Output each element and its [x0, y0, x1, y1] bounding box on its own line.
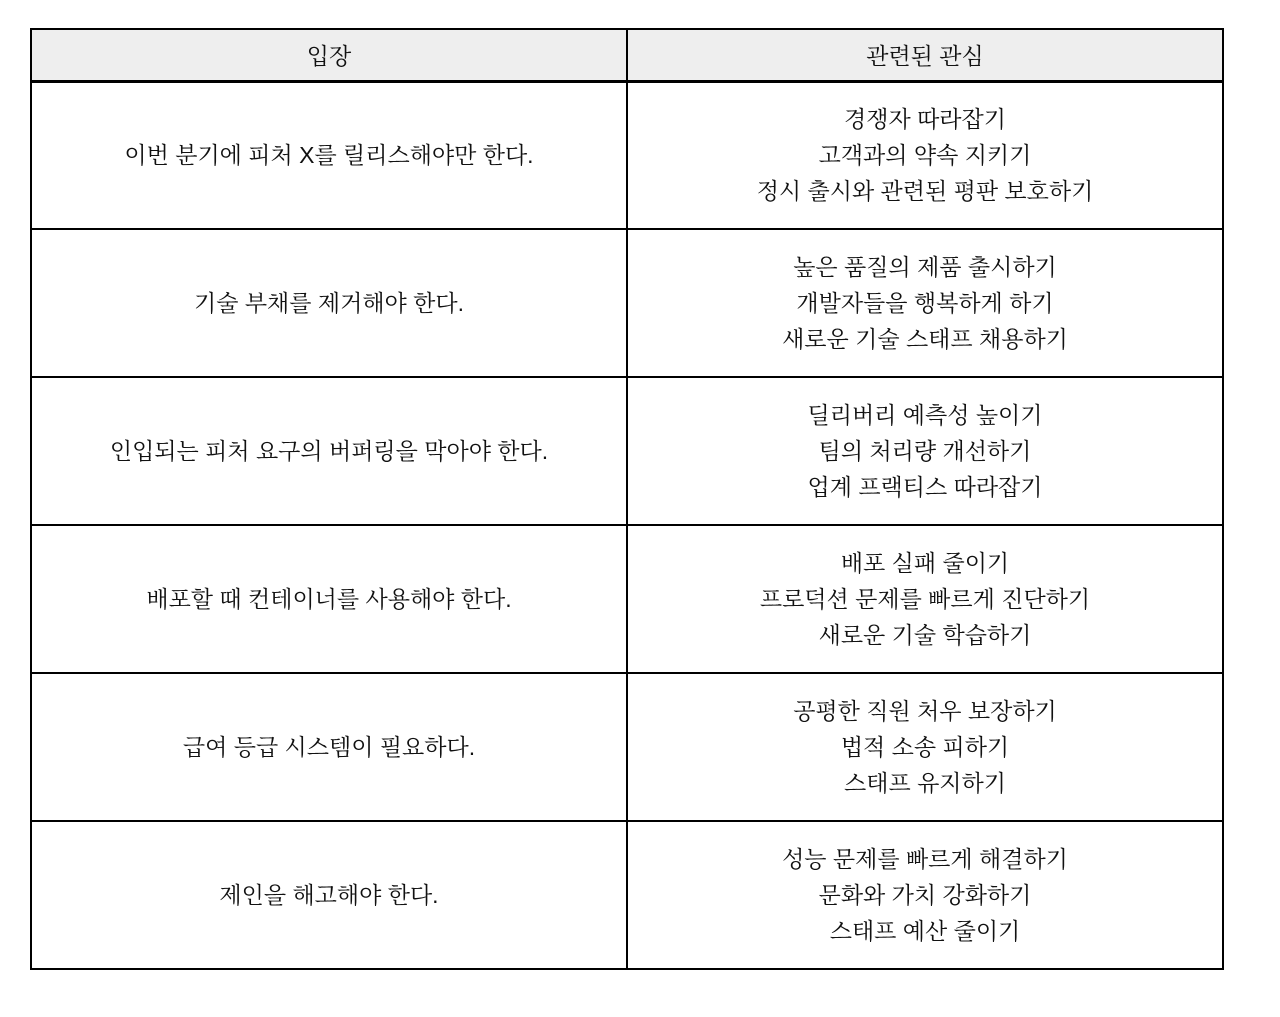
interest-line: 경쟁자 따라잡기 [844, 106, 1006, 133]
interests-cell [627, 81, 1223, 229]
table-body [31, 81, 1223, 969]
position-cell [31, 821, 627, 969]
interest-line: 높은 품질의 제품 출시하기 [793, 254, 1057, 280]
interests-cell [627, 377, 1223, 525]
interest-line: 정시 출시와 관련된 평판 보호하기 [756, 178, 1094, 205]
column-header-interests: 관련된 관심 [627, 29, 1223, 81]
interest-line: 배포 실패 줄이기 [840, 550, 1010, 576]
interest-line: 업계 프랙티스 따라잡기 [807, 474, 1043, 500]
interest-line: 새로운 기술 학습하기 [818, 622, 1032, 648]
position-cell [31, 81, 627, 229]
position-cell [31, 525, 627, 673]
interest-line: 성능 문제를 빠르게 해결하기 [782, 846, 1068, 872]
interest-line: 딜리버리 예측성 높이기 [807, 402, 1043, 428]
interests-cell [627, 821, 1223, 969]
interest-line: 공평한 직원 처우 보장하기 [793, 698, 1057, 724]
position-text: 제인을 해고해야 한다. [219, 882, 439, 908]
position-cell [31, 673, 627, 821]
table-header-row [31, 29, 1223, 81]
interest-line: 팀의 처리량 개선하기 [818, 438, 1032, 464]
interests-cell [627, 525, 1223, 673]
table-row [31, 377, 1223, 525]
position-text: 급여 등급 시스템이 필요하다. [182, 734, 476, 760]
interest-line: 고객과의 약속 지키기 [818, 142, 1032, 169]
table-row [31, 229, 1223, 377]
position-text: 기술 부채를 제거해야 한다. [194, 290, 464, 316]
table-row [31, 673, 1223, 821]
position-text: 이번 분기에 피처 X를 릴리스해야만 한다. [124, 142, 534, 169]
interests-cell [627, 673, 1223, 821]
interest-line: 스태프 예산 줄이기 [829, 918, 1021, 944]
table-row [31, 821, 1223, 969]
interest-line: 문화와 가치 강화하기 [818, 882, 1032, 908]
interest-line: 새로운 기술 스태프 채용하기 [782, 326, 1068, 352]
interest-line: 스태프 유지하기 [844, 770, 1006, 796]
column-header-position: 입장 [31, 29, 627, 81]
position-cell [31, 229, 627, 377]
position-text: 인입되는 피처 요구의 버퍼링을 막아야 한다. [109, 438, 549, 464]
interest-line: 개발자들을 행복하게 하기 [796, 290, 1054, 316]
table-row [31, 81, 1223, 229]
interest-line: 법적 소송 피하기 [840, 734, 1010, 760]
table-row [31, 525, 1223, 673]
position-text: 배포할 때 컨테이너를 사용해야 한다. [146, 586, 512, 612]
position-interest-table [30, 28, 1224, 970]
interest-line: 프로덕션 문제를 빠르게 진단하기 [759, 586, 1091, 612]
interests-cell [627, 229, 1223, 377]
position-cell [31, 377, 627, 525]
